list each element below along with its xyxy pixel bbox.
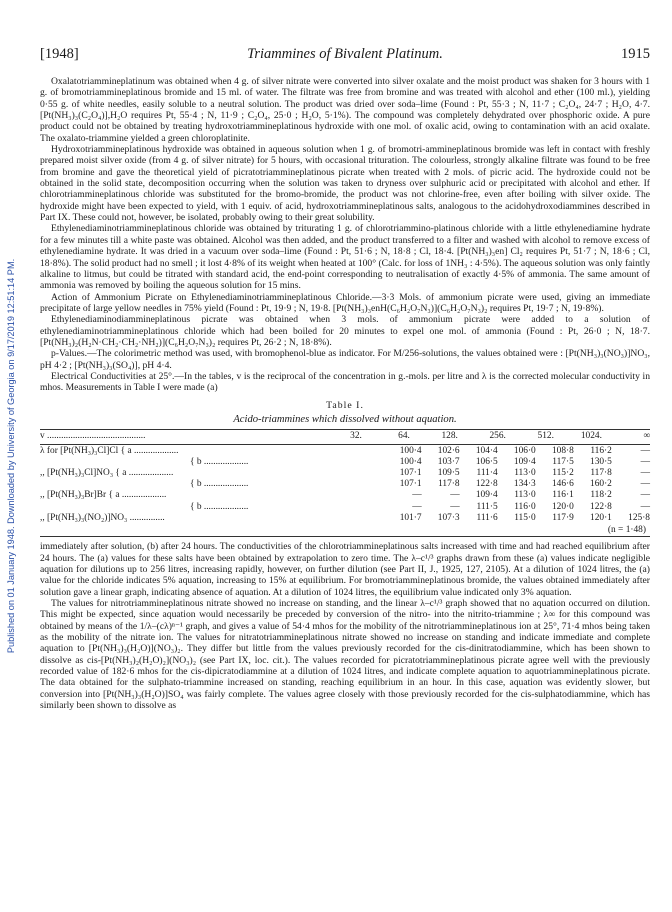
table-cell: 146·6 (551, 479, 574, 490)
table-row-label: { b ................... (190, 479, 249, 490)
table-cell: 120·1 (590, 512, 612, 523)
table-cell: 102·6 (437, 445, 460, 456)
table-header-row (40, 431, 650, 442)
table-row (40, 513, 650, 524)
table-cell: 107·1 (399, 467, 422, 478)
article-body-continued (40, 541, 650, 711)
table-note: (n = 1·48) (607, 524, 646, 535)
table-cell: 115·0 (514, 512, 536, 523)
table-cell: 118·2 (590, 490, 612, 501)
table-cell: 107·1 (399, 479, 422, 490)
table-cell: — (412, 501, 422, 512)
article-body (40, 76, 650, 711)
table-cell: 115·2 (552, 467, 574, 478)
table-cell: 116·1 (552, 490, 574, 501)
table-cell: 116·0 (514, 501, 536, 512)
table-cell: 111·4 (476, 467, 498, 478)
table-cell: 117·8 (590, 467, 612, 478)
paragraph-nitro: The values for nitrotriammineplatinous nitrate showed no increase on standing, and the linear λ–c¹/³ graph showed that no aquation occurred on dilution. This might be expected, since aquation would necessarily be preceded by conversion of the nitro- into the nitrito-triammine ; λ∞ for this compound was obtained by means of the 1/λ–(cλ)ⁿ⁻¹ graph, and gives a value of 54·4 mhos for the mobility of the nitrotriammineplatinous ion at 25°, 71·4 mhos being taken as the mobility of the nitrate ion. The values for nitratotriammineplatinous nitrate showed no increase on standing and indicate immediate and complete aquation to [Pt(NH₃)₃(H₂O)](NO₃)₂. They differ but little from the values previously recorded for the cis-dinitratodiammine, which has been shown to dissolve as cis-[Pt(NH₃)₂(H₂O)₂](NO₃)₂ (see Part IX, loc. cit.). The values recorded for picratotriammineplatinous picrate agree well with the previously recorded value of 182·6 mhos for the cis-dipicratodiammine at a dilution of 1024 litres, and indicate complete aquation to aquotriammineplatinous picrate. The data obtained for the sulphato-triammine increased on standing, reaching equilibrium in an hour. In this case, aquation was evidently slower, but conversion into [Pt(NH₃)₃(H₂O)]SO₄ was fairly complete. The values agree closely with those previously recorded for the cis-sulphatodiammine, which has similarly been shown to dissolve as (40, 598, 650, 712)
conductivity-table (40, 431, 650, 442)
table-cell: — (640, 445, 650, 456)
table-cell: 111·6 (476, 512, 498, 523)
table-cell: 108·8 (551, 445, 574, 456)
table-cell: 111·5 (476, 501, 498, 512)
paragraph-conductivities: Electrical Conductivities at 25°.—In the tables, v is the reciprocal of the concentration in g.-mols. per litre and λ is the corrected molecular conductivity in mhos. Measurements in Table I were made (a) (40, 370, 650, 394)
table-header-cell: 64. (398, 431, 410, 442)
table-cell: 130·5 (590, 456, 612, 467)
table-cell: 122·8 (590, 501, 612, 512)
table-cell: — (640, 467, 650, 478)
table-cell: 120·0 (551, 501, 574, 512)
paragraph-after-table: immediately after solution, (b) after 24 hours. The conductivities of the chlorotriammineplatinous salts increased with time and had reached equilibrium after 24 hours. The (a) values for these salts have been obtained by extrapolation to zero time. The λ–c¹/³ graphs drawn from these (a) values indicate negligible aquation for dilutions up to 256 litres, increasing rapidly, however, on further dilution (see Part II, J., 1925, 127, 2105). At a dilution of 1024 litres, the (a) value for the chloride indicates 5% aquation, increasing to 15% at equilibrium. For bromotriammineplatinous bromide, the values obtained immediately after solution gave a linear graph, indicating absence of aquation. At a dilution of 1024 litres, the equilibrium value indicated only 3% aquation. (40, 541, 650, 598)
table-cell: — (450, 490, 460, 501)
table-row (40, 490, 650, 501)
paragraph-ethylenediamino: Ethylenediaminotriammineplatinous chloride was obtained by triturating 1 g. of chlorotriammino-platinous chloride with a little ethylenediamine hydrate for a few minutes till a white paste was obtained. Alcohol was then added, and the product transferred to a filter and washed with alcohol to remove excess of ethylenediamine hydrate. It was dried in a vacuum over soda–lime (Found : Pt, 51·6 ; N, 18·8 ; Cl, 18·4. [Pt(NH₃)₃en] Cl₂ requires Pt, 51·7 ; N, 18·6 ; Cl, 18·8%). The solid product had no smell ; it lost 4·8% of its weight when heated at 100° (Calc. for loss of 1NH₃ : 4·5%). The aqueous solution was only faintly alkaline to litmus, but could be titrated with standard acid, the end-point corresponding to neutralisation of exactly 4·5% of ammonia. The same amount of ammonia was removed by boiling the aqueous solution for 15 mins. (40, 223, 650, 292)
table-cell: — (640, 456, 650, 467)
table-cell: — (412, 490, 422, 501)
running-header (40, 46, 650, 70)
table-row-label: ,, [Pt(NH₃)₃(NO₂)]NO₃ ............... (40, 512, 165, 523)
table-top-rule (40, 429, 650, 430)
table-cell: 101·7 (399, 512, 422, 523)
table-row (40, 468, 650, 479)
paragraph-diammine-picrate: Ethylenediaminodiammineplatinous picrate was obtained when 3 mols. of ammonium picrate were added to a solution of ethylenediaminotriammineplatinous chloride which had been boiled for 20 minutes to expel one mol. of ammonia (Found : Pt, 26·0 ; N, 18·7. [Pt(NH₃)₂(H₂N·CH₂·CH₂·NH₂)](C₆H₂O₇N₃)₂ requires Pt, 26·2 ; N, 18·8%). (40, 314, 650, 348)
table-row-label: λ for [Pt(NH₃)₃Cl]Cl { a ................... (40, 445, 179, 456)
table-cell: 117·9 (552, 512, 574, 523)
table-header-cell: 256. (489, 431, 506, 442)
header-title: Triammines of Bivalent Platinum. (247, 46, 443, 62)
table-cell: 117·8 (438, 479, 460, 490)
table-cell: 100·4 (399, 456, 422, 467)
paragraph-ammonium-picrate: Action of Ammonium Picrate on Ethylenediaminotriammineplatinous Chloride.—3·3 Mols. of ammonium picrate were used, giving an immediate precipitate of large yellow needles in 75% yield (Found : Pt, 19·9 ; N, 19·8. [Pt(NH₃)₃enH(C₆H₂O₇N₃)](C₆H₂O₇N₃)₂ requires Pt, 19·7 ; N, 19·8%). (40, 291, 650, 314)
table-header-cell: ∞ (643, 431, 650, 442)
table-cell: 113·0 (514, 467, 536, 478)
table-cell: 109·5 (437, 467, 460, 478)
paragraph-oxalato: Oxalatotriammineplatinum was obtained when 4 g. of silver nitrate were converted into silver oxalate and the moist product was shaken for 3 hours with 1 g. of bromotriammineplatinous bromide and 15 ml. of water. The filtrate was free from bromine and was treated with alcohol and ether (100 ml.), yielding 0·55 g. of white needles, easily soluble to a neutral solution. The product was dried over soda–lime (Found : Pt, 55·3 ; N, 11·7 ; C₂O₄, 24·7 ; H₂O, 4·7. [Pt(NH₃)₃(C₂O₄)],H₂O requires Pt, 55·4 ; N, 11·9 ; C₂O₄, 25·0 ; H₂O, 5·1%). The compound was completely dehydrated over phosphoric oxide. A pure product could not be obtained by treating hydroxotriammineplatinous hydroxide with one mol. of oxalic acid, owing to contamination with an acid oxalate. The oxalato-triammine yielded a green chloroplatinite. (40, 76, 650, 144)
paragraph-hydroxo: Hydroxotriammineplatinous hydroxide was obtained in aqueous solution when 1 g. of bromotri-ammineplatinous bromide was left in contact with freshly prepared moist silver oxide (from 4 g. of silver nitrate) for 5 hours, with occasional trituration. The colourless, strongly alkaline filtrate was found to be free from bromine and gave the theoretical yield of picratotriammineplatinous picrate when treated with 2 mols. of picric acid. The hydroxide could not be obtained in the solid state, decomposition occurring when the solution was taken to dryness over sulphuric acid or precipitated with alcohol and ether. If chlorotriammineplatinous chloride was substituted for the bromo-bromide, the product was not chlorine-free, even after boiling with silver oxide. The hydroxide might have been expected to yield, with 1 equiv. of acid, hydroxotriammineplatinous salts, analogous to the acidohydroxodiammines described in Part IX. These could not, however, be isolated, probably owing to their great solubility. (40, 144, 650, 224)
table-subtitle: Acido-triammines which dissolved without aquation. (233, 413, 457, 425)
table-header-cell: 128. (441, 431, 458, 442)
table-cell: 109·4 (475, 490, 498, 501)
table-row-label: ,, [Pt(NH₃)₃Br]Br { a ................... (40, 490, 167, 501)
table-cell: — (450, 501, 460, 512)
table-cell: 104·4 (475, 445, 498, 456)
page-number: 1915 (621, 46, 650, 62)
table-cell: 134·3 (513, 479, 536, 490)
table-row (40, 457, 650, 468)
table-mid-rule (40, 444, 650, 445)
table-row-label: { b ................... (190, 456, 249, 467)
conductivity-table-body (40, 446, 650, 524)
table-cell: 106·5 (475, 456, 498, 467)
table-cell: 113·0 (514, 490, 536, 501)
download-watermark (0, 0, 22, 912)
paragraph-p-values: p-Values.—The colorimetric method was used, with bromophenol-blue as indicator. For M/256-solutions, the values obtained were : [Pt(NH₃)₃(NO₃)]NO₃, pH 4·2 ; [Pt(NH₃)₃(SO₄)], pH 4·4. (40, 348, 650, 371)
table-header-cell: 1024. (580, 431, 602, 442)
table-cell: 117·5 (552, 456, 574, 467)
table-cell: — (640, 490, 650, 501)
table-cell: 109·4 (513, 456, 536, 467)
table-header-cell: 32. (350, 431, 362, 442)
table-row (40, 502, 650, 513)
table-row (40, 479, 650, 490)
table-row-label: { b ................... (190, 501, 249, 512)
table-header-cell: v .......................................... (40, 431, 146, 442)
table-cell: 116·2 (590, 445, 612, 456)
table-title: Table I. (326, 399, 364, 411)
table-cell: — (640, 479, 650, 490)
table-row (40, 446, 650, 457)
table-cell: 122·8 (475, 479, 498, 490)
table-cell: 103·7 (437, 456, 460, 467)
table-cell: 100·4 (399, 445, 422, 456)
table-header-cell: 512. (537, 431, 554, 442)
table-cell: 106·0 (513, 445, 536, 456)
table-cell: 160·2 (590, 479, 612, 490)
header-year: [1948] (40, 46, 79, 62)
table-cell: 107·3 (437, 512, 460, 523)
table-row-label: ,, [Pt(NH₃)₃Cl]NO₃ { a ................... (40, 467, 174, 478)
download-notice: Published on 01 January 1948. Downloaded by University of Georgia on 9/17/2019 12:51:14 PM. (6, 258, 16, 654)
table-bottom-rule (40, 536, 650, 537)
table-cell: — (640, 501, 650, 512)
table-cell: 125·8 (628, 512, 650, 523)
